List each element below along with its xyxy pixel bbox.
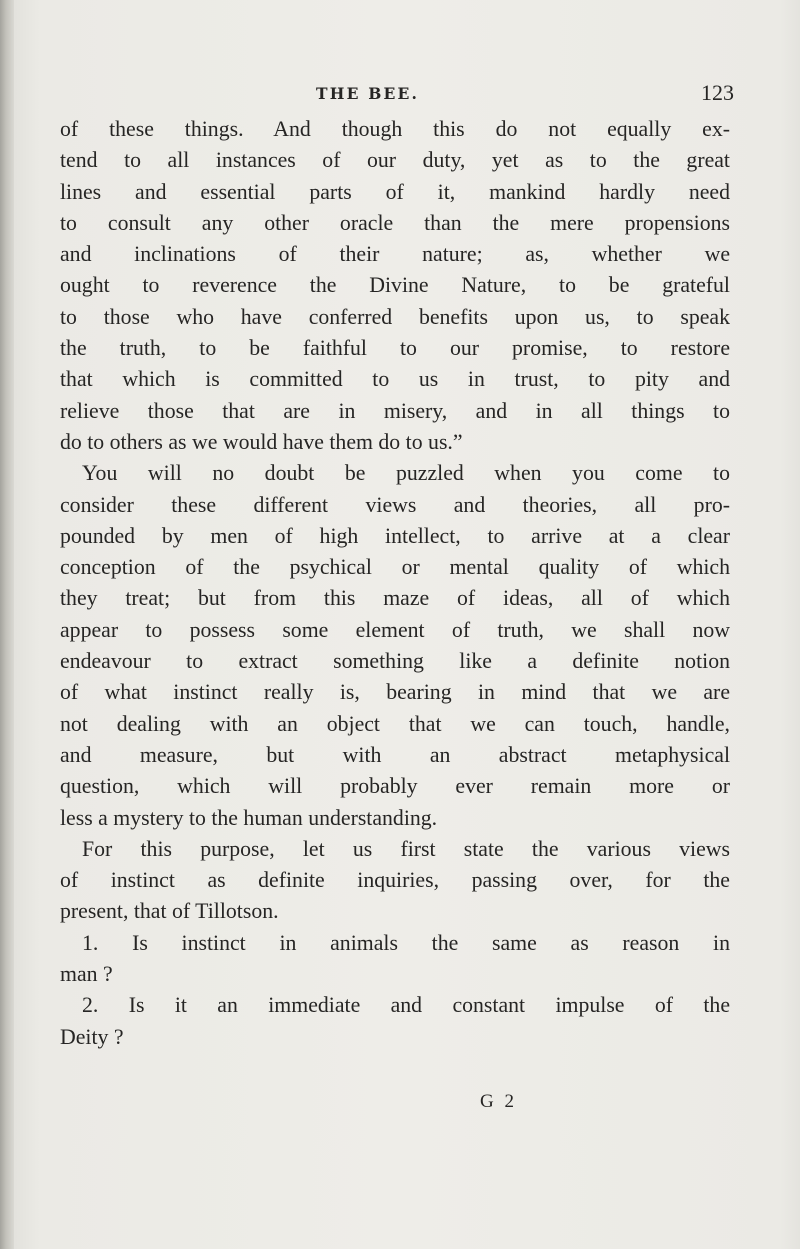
text-line: of what instinct really is, bearing in mind that we are — [60, 680, 730, 705]
text-line: man ? — [60, 962, 113, 987]
text-line: do to others as we would have them do to us.” — [60, 429, 463, 454]
text-line: lines and essential parts of it, mankind hardly need — [60, 179, 730, 204]
text-line: less a mystery to the human understanding. — [60, 805, 438, 830]
text-line: conception of the psychical or mental quality of which — [60, 555, 730, 580]
text-line: tend to all instances of our duty, yet as to the great — [60, 148, 730, 173]
paragraph-start-line: You will no doubt be puzzled when you come to — [82, 461, 730, 486]
page-number: 123 — [701, 80, 734, 105]
text-line: pounded by men of high intellect, to arrive at a clear — [60, 523, 730, 548]
text-line: of instinct as definite inquiries, passing over, for the — [60, 868, 730, 893]
numbered-item-line: 2. Is it an immediate and constant impulse of the — [82, 993, 730, 1018]
text-line: Deity ? — [60, 1024, 124, 1049]
text-line: appear to possess some element of truth, we shall now — [60, 617, 730, 642]
text-line: that which is committed to us in trust, to pity and — [60, 367, 730, 392]
paragraph-start-line: For this purpose, let us first state the various views — [82, 836, 730, 861]
page-gutter-shadow — [0, 0, 14, 1249]
text-line: present, that of Tillotson. — [60, 899, 279, 924]
text-line: endeavour to extract something like a definite notion — [60, 649, 730, 674]
text-line: relieve those that are in misery, and in all things to — [60, 398, 730, 423]
text-line: to those who have conferred benefits upon us, to speak — [60, 304, 730, 329]
printer-signature-mark: G 2 — [480, 1091, 517, 1112]
text-line: they treat; but from this maze of ideas, all of which — [60, 586, 730, 611]
text-line: not dealing with an object that we can touch, handle, — [60, 711, 730, 736]
text-line: ought to reverence the Divine Nature, to be grateful — [60, 273, 730, 298]
text-line: consider these different views and theories, all pro- — [60, 492, 730, 517]
text-line: and measure, but with an abstract metaphysical — [60, 742, 730, 767]
text-line: of these things. And though this do not equally ex- — [60, 117, 730, 141]
text-line: question, which will probably ever remain more or — [60, 774, 730, 799]
text-line: and inclinations of their nature; as, whether we — [60, 242, 730, 267]
numbered-item-line: 1. Is instinct in animals the same as reason in — [82, 930, 730, 955]
text-line: the truth, to be faithful to our promise, to restore — [60, 336, 730, 361]
body-text — [60, 114, 730, 1053]
text-line: to consult any other oracle than the mere propensions — [60, 210, 730, 235]
running-title: THE BEE. — [316, 84, 420, 103]
